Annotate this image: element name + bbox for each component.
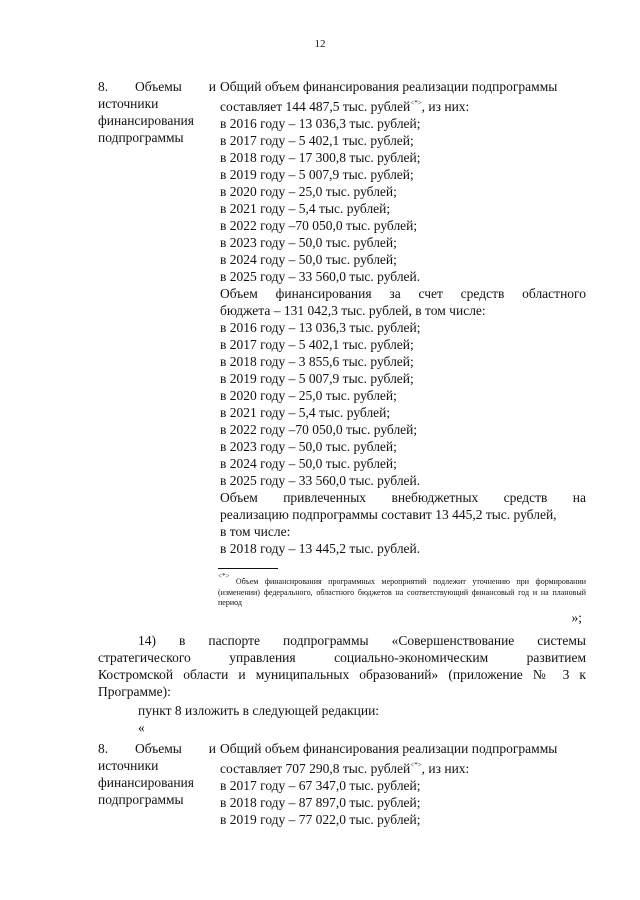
- year-line: в 2019 году – 77 022,0 тыс. рублей;: [220, 812, 421, 827]
- total-amount: составляет 144 487,5 тыс. рублей: [220, 99, 411, 114]
- regional-year-line: в 2017 году – 5 402,1 тыс. рублей;: [220, 337, 414, 352]
- regional-year-line: в 2021 году – 5,4 тыс. рублей;: [220, 405, 391, 420]
- open-quote: «: [138, 720, 145, 735]
- paragraph-line: Костромской области и муниципальных образований» (приложение № 3 к: [98, 667, 586, 682]
- regional-year-line: в 2018 году – 3 855,6 тыс. рублей;: [220, 354, 414, 369]
- footnote-mark: <*>: [410, 761, 422, 769]
- total-amount-line: [220, 95, 586, 115]
- regional-year-line: в 2020 году – 25,0 тыс. рублей;: [220, 388, 397, 403]
- year-line: в 2018 году – 87 897,0 тыс. рублей;: [220, 795, 421, 810]
- year-line: в 2016 году – 13 036,3 тыс. рублей;: [220, 116, 421, 131]
- row-label-line: финансирования: [98, 113, 194, 128]
- total-line: Общий объем финансирования реализации подпрограммы: [220, 79, 558, 94]
- regional-year-line: в 2016 году – 13 036,3 тыс. рублей;: [220, 320, 421, 335]
- footnote-body: [218, 571, 586, 609]
- page-number: 12: [314, 38, 326, 50]
- point-8-instruction: пункт 8 изложить в следующей редакции:: [138, 703, 380, 718]
- total-suffix: , из них:: [421, 761, 470, 776]
- regional-line: Объем финансирования за счет средств областного: [220, 286, 586, 301]
- year-line: в 2020 году – 25,0 тыс. рублей;: [220, 184, 397, 199]
- year-line: в 2024 году – 50,0 тыс. рублей;: [220, 252, 397, 267]
- footnote-mark: <*>: [410, 99, 422, 107]
- funding-text: [216, 740, 586, 828]
- extra-line: реализацию подпрограммы составит 13 445,2 тыс. рублей,: [220, 507, 557, 522]
- total-line: Общий объем финансирования реализации подпрограммы: [220, 741, 558, 756]
- paragraph-14: [98, 632, 586, 700]
- row-label-line: подпрограммы: [98, 130, 184, 145]
- extra-line: Объем привлеченных внебюджетных средств на: [220, 490, 586, 505]
- row-label: [98, 740, 216, 828]
- row-label-word: и: [208, 741, 216, 756]
- footnote-rule: [218, 568, 278, 569]
- year-line: в 2018 году – 17 300,8 тыс. рублей;: [220, 150, 421, 165]
- funding-text: [216, 78, 586, 557]
- year-line: в 2017 году – 5 402,1 тыс. рублей;: [220, 133, 414, 148]
- regional-year-line: в 2024 году – 50,0 тыс. рублей;: [220, 456, 397, 471]
- regional-line: бюджета – 131 042,3 тыс. рублей, в том числе:: [220, 303, 486, 318]
- year-line: в 2023 году – 50,0 тыс. рублей;: [220, 235, 397, 250]
- year-line: в 2025 году – 33 560,0 тыс. рублей.: [220, 269, 421, 284]
- funding-table-1: [98, 78, 588, 557]
- row-label: [98, 78, 216, 557]
- row-label-line: финансирования: [98, 775, 194, 790]
- row-label-word: Объемы: [135, 79, 182, 94]
- closing-quote: »;: [571, 610, 582, 625]
- regional-year-line: в 2019 году – 5 007,9 тыс. рублей;: [220, 371, 414, 386]
- total-amount-line: [220, 757, 586, 777]
- footnote-mark: <*>: [218, 572, 230, 580]
- year-line: в 2021 году – 5,4 тыс. рублей;: [220, 201, 391, 216]
- regional-year-line: в 2023 году – 50,0 тыс. рублей;: [220, 439, 397, 454]
- row-label-line: источники: [98, 758, 159, 773]
- total-suffix: , из них:: [421, 99, 470, 114]
- footnote-text: Объем финансирования программных мероприятий подлежит уточнению при формировании (изменении) федерального, областного бюджетов на соответствующий финансовый год и на плановый период: [218, 577, 587, 607]
- year-line: в 2019 году – 5 007,9 тыс. рублей;: [220, 167, 414, 182]
- footnote: [218, 568, 586, 609]
- row-label-word: и: [208, 79, 216, 94]
- regional-year-line: в 2025 году – 33 560,0 тыс. рублей.: [220, 473, 421, 488]
- row-label-line: источники: [98, 96, 159, 111]
- extra-line: в том числе:: [220, 524, 291, 539]
- year-line: в 2022 году –70 050,0 тыс. рублей;: [220, 218, 418, 233]
- year-line: в 2017 году – 67 347,0 тыс. рублей;: [220, 778, 421, 793]
- row-label-word: Объемы: [135, 741, 182, 756]
- paragraph-line: 14) в паспорте подпрограммы «Совершенствование системы: [138, 633, 586, 648]
- row-label-line: подпрограммы: [98, 792, 184, 807]
- paragraph-line: Программе):: [98, 684, 171, 699]
- paragraph-line: стратегического управления социально-экономическим развитием: [98, 650, 586, 665]
- regional-year-line: в 2022 году –70 050,0 тыс. рублей;: [220, 422, 418, 437]
- extra-year-line: в 2018 году – 13 445,2 тыс. рублей.: [220, 541, 421, 556]
- row-number: 8.: [98, 79, 109, 94]
- total-amount: составляет 707 290,8 тыс. рублей: [220, 761, 411, 776]
- funding-table-2: [98, 740, 588, 828]
- row-number: 8.: [98, 741, 109, 756]
